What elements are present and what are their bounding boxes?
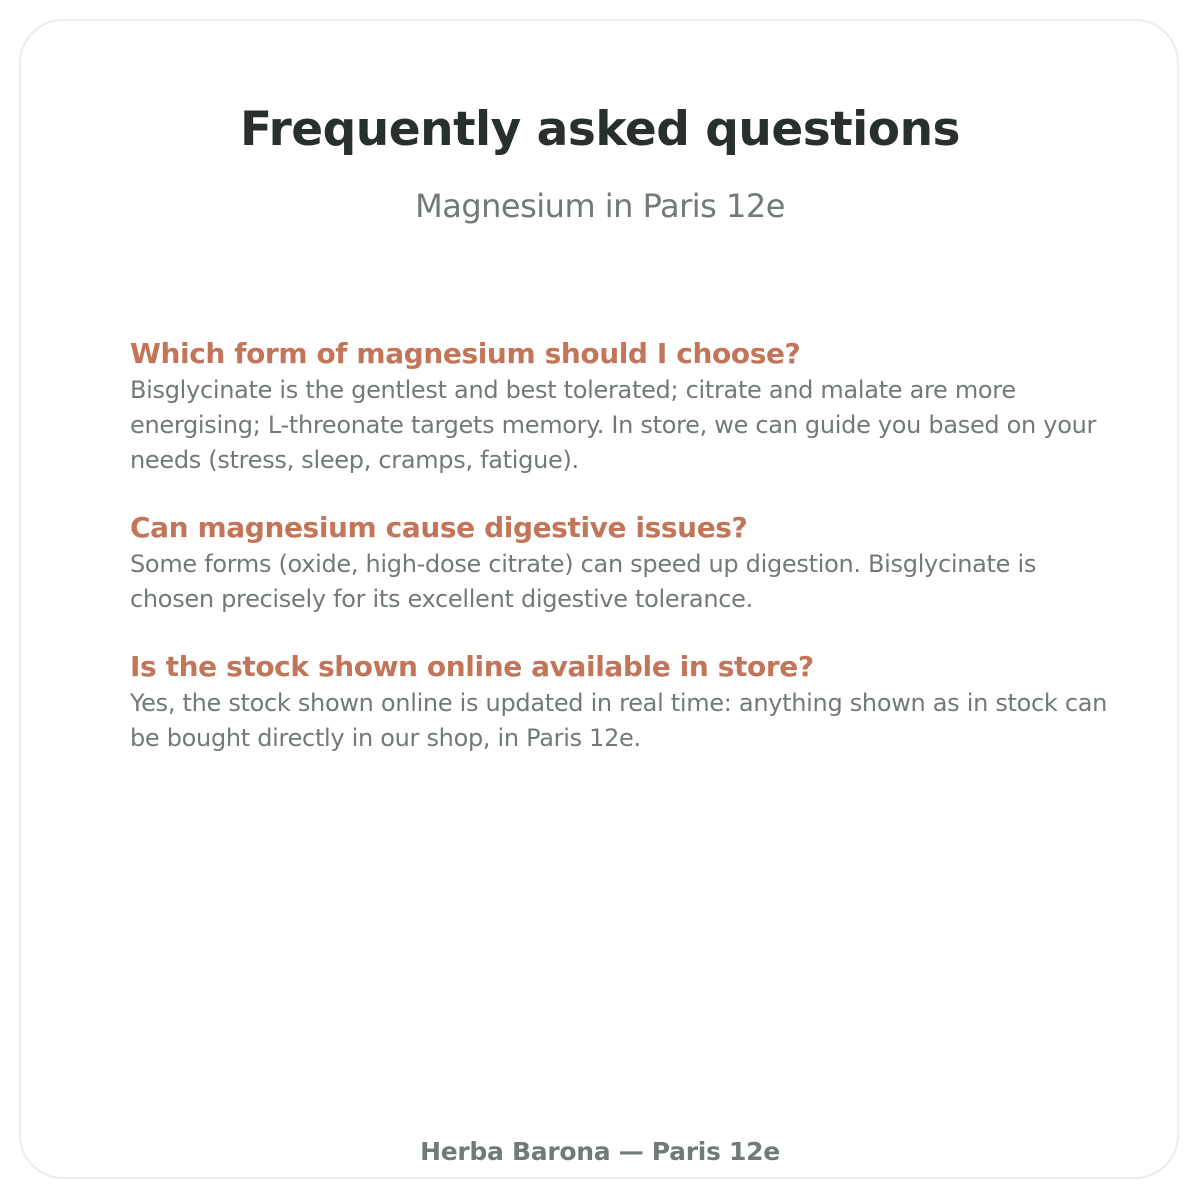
faq-answer: Some forms (oxide, high-dose citrate) can speed up digestion. Bisglycinate is chosen precisely for its excellent digestive tolerance.	[130, 550, 1037, 613]
faq-question: Can magnesium cause digestive issues?	[130, 511, 748, 544]
faq-answer: Bisglycinate is the gentlest and best tolerated; citrate and malate are more energising; L-threonate targets memory. In store, we can guide you based on your needs (stress, sleep, cramps, fatigue).	[130, 376, 1097, 474]
faq-question: Which form of magnesium should I choose?	[130, 337, 801, 370]
faq-answer: Yes, the stock shown online is updated in real time: anything shown as in stock can be bought directly in our shop, in Paris 12e.	[130, 689, 1108, 752]
footer-brand: Herba Barona — Paris 12e	[420, 1137, 780, 1166]
faq-question: Is the stock shown online available in store?	[130, 650, 814, 683]
page-subtitle: Magnesium in Paris 12e	[415, 187, 785, 225]
faq-item	[130, 648, 1120, 756]
page-title: Frequently asked questions	[240, 102, 960, 157]
faq-item	[130, 509, 1120, 617]
faq-item	[130, 335, 1120, 478]
